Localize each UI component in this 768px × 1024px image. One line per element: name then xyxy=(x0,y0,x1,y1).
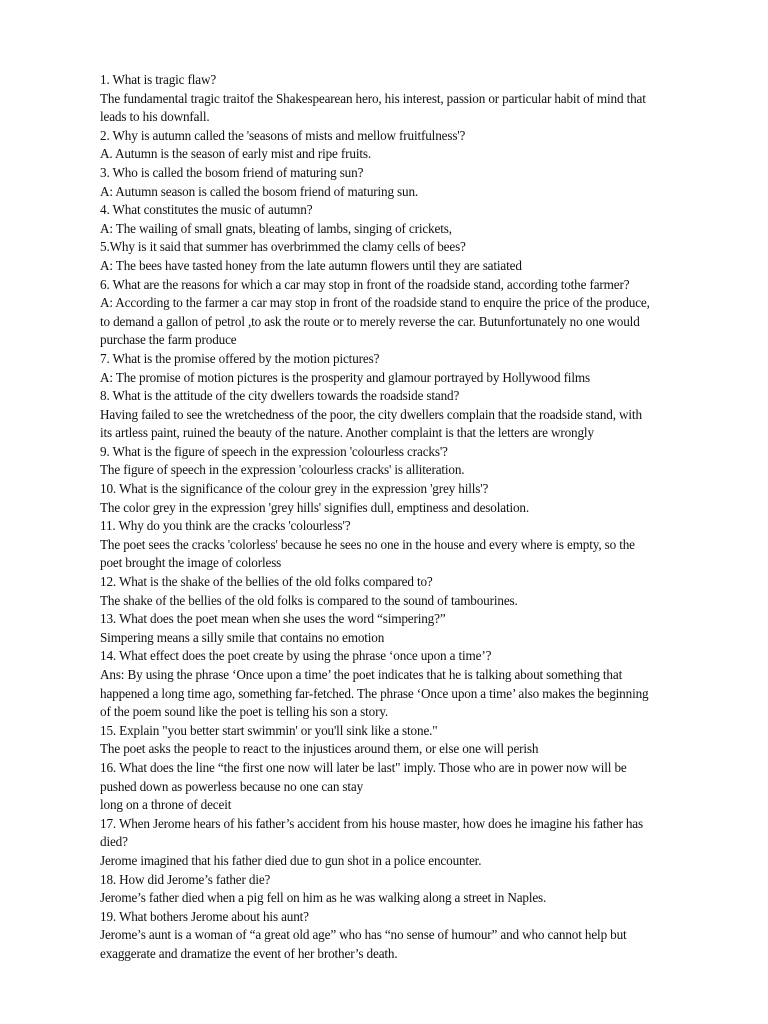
question-line: 18. How did Jerome’s father die? xyxy=(100,871,271,887)
answer-line: of the poem sound like the poet is telling his son a story. xyxy=(100,704,389,720)
answer-line: The shake of the bellies of the old folks is compared to the sound of tambourines. xyxy=(100,592,518,608)
answer-line: purchase the farm produce xyxy=(100,332,237,348)
answer-line: A: The wailing of small gnats, bleating of lambs, singing of crickets, xyxy=(100,220,452,236)
question-line: 2. Why is autumn called the 'seasons of mists and mellow fruitfulness'? xyxy=(100,127,466,143)
question-line: 1. What is tragic flaw? xyxy=(100,72,217,87)
answer-line: poet brought the image of colorless xyxy=(100,555,282,571)
answer-line: The poet asks the people to react to the injustices around them, or else one will perish xyxy=(100,741,539,757)
answer-line: leads to his downfall. xyxy=(100,109,210,125)
question-line: 8. What is the attitude of the city dwellers towards the roadside stand? xyxy=(100,388,460,404)
answer-line: Ans: By using the phrase ‘Once upon a time’ the poet indicates that he is talking about something that xyxy=(100,667,623,682)
question-line: died? xyxy=(100,834,128,850)
answer-line: Having failed to see the wretchedness of the poor, the city dwellers complain that the roadside stand, with xyxy=(100,406,642,422)
answer-line: The figure of speech in the expression 'colourless cracks' is alliteration. xyxy=(100,462,465,478)
question-line: 11. Why do you think are the cracks 'colourless'? xyxy=(100,518,351,534)
answer-line: A: Autumn season is called the bosom friend of maturing sun. xyxy=(100,183,419,199)
answer-line: happened a long time ago, something far-fetched. The phrase ‘Once upon a time’ also makes the beginning xyxy=(100,685,649,701)
question-line: 15. Explain "you better start swimmin' or you'll sink like a stone." xyxy=(100,722,438,738)
answer-line: pushed down as powerless because no one can stay xyxy=(100,778,364,794)
question-line: 3. Who is called the bosom friend of maturing sun? xyxy=(100,164,364,180)
question-line: 14. What effect does the poet create by using the phrase ‘once upon a time’? xyxy=(100,648,492,664)
answer-line: A: According to the farmer a car may stop in front of the roadside stand to enquire the price of the produce, xyxy=(100,295,650,311)
answer-line: long on a throne of deceit xyxy=(100,797,232,813)
question-line: 4. What constitutes the music of autumn? xyxy=(100,202,313,218)
answer-line: its artless paint, ruined the beauty of the nature. Another complaint is that the letters are wrongly xyxy=(100,425,594,441)
question-line: 17. When Jerome hears of his father’s accident from his house master, how does he imagine his father has xyxy=(100,815,643,831)
question-line: 12. What is the shake of the bellies of the old folks compared to? xyxy=(100,574,433,590)
document-page xyxy=(100,71,720,964)
question-line: 6. What are the reasons for which a car may stop in front of the roadside stand, according tothe farmer? xyxy=(100,276,630,292)
question-line: 16. What does the line “the first one now will later be last" imply. Those who are in power now will be xyxy=(100,759,627,775)
answer-line: Jerome’s aunt is a woman of “a great old age” who has “no sense of humour” and who cannot help but xyxy=(100,927,627,943)
answer-line: A: The bees have tasted honey from the late autumn flowers until they are satiated xyxy=(100,257,522,273)
question-line: 13. What does the poet mean when she uses the word “simpering?” xyxy=(100,611,446,627)
answer-line: Jerome imagined that his father died due to gun shot in a police encounter. xyxy=(100,852,482,868)
answer-line: The fundamental tragic traitof the Shakespearean hero, his interest, passion or particular habit of mind that xyxy=(100,90,646,106)
question-line: 19. What bothers Jerome about his aunt? xyxy=(100,908,309,924)
answer-line: Simpering means a silly smile that contains no emotion xyxy=(100,629,385,645)
answer-line: Jerome’s father died when a pig fell on him as he was walking along a street in Naples. xyxy=(100,890,547,906)
question-line: 9. What is the figure of speech in the expression 'colourless cracks'? xyxy=(100,443,448,459)
answer-line: exaggerate and dramatize the event of her brother’s death. xyxy=(100,945,398,961)
answer-line: The poet sees the cracks 'colorless' because he sees no one in the house and every where is empty, so the xyxy=(100,536,635,552)
answer-line: to demand a gallon of petrol ,to ask the route or to merely reverse the car. Butunfortunately no one would xyxy=(100,313,640,329)
question-line: 7. What is the promise offered by the motion pictures? xyxy=(100,350,380,366)
question-line: 5.Why is it said that summer has overbrimmed the clamy cells of bees? xyxy=(100,239,466,255)
answer-line: The color grey in the expression 'grey hills' signifies dull, emptiness and desolation. xyxy=(100,499,530,515)
answer-line: A: The promise of motion pictures is the prosperity and glamour portrayed by Hollywood films xyxy=(100,369,590,385)
answer-line: A. Autumn is the season of early mist and ripe fruits. xyxy=(100,146,371,162)
question-line: 10. What is the significance of the colour grey in the expression 'grey hills'? xyxy=(100,481,489,497)
